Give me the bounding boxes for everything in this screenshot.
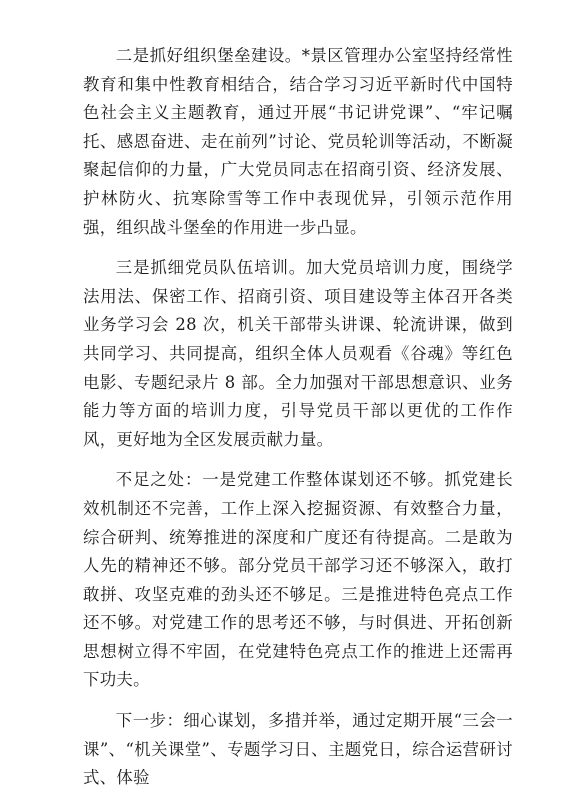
paragraph-next-steps: 下一步：细心谋划，多措并举，通过定期开展“三会一课”、“机关课堂”、专题学习日、主题党日，综合运营研讨式、体验 <box>83 711 513 788</box>
document-body <box>83 42 513 805</box>
paragraph-member-training: 三是抓细党员队伍培训。加大党员培训力度，围绕学法用法、保密工作、招商引资、项目建设等主体召开各类业务学习会 28 次，机关干部带头讲课、轮流讲课，做到共同学习、共同提高，组织全体人员观看《谷魂》等红色电影、专题纪录片 8 部。全力加强对干部思想意识、业务能力等方面的培训力度，引导党员干部以更优的工作作风，更好地为全区发展贡献力量。 <box>83 258 513 449</box>
paragraph-organization-building: 二是抓好组织堡垒建设。*景区管理办公室坚持经常性教育和集中性教育相结合，结合学习习近平新时代中国特色社会主义主题教育，通过开展“书记讲党课”、“牢记嘱托、感恩奋进、走在前列”讨论、党员轮训等活动，不断凝聚起信仰的力量，广大党员同志在招商引资、经济发展、护林防火、抗寒除雪等工作中表现优异，引领示范作用强，组织战斗堡垒的作用进一步凸显。 <box>83 46 513 237</box>
paragraph-shortcomings: 不足之处：一是党建工作整体谋划还不够。抓党建长效机制还不完善，工作上深入挖掘资源、有效整合力量，综合研判、统筹推进的深度和广度还有待提高。二是敢为人先的精神还不够。部分党员干部学习还不够深入，敢打敢拼、攻坚克难的劲头还不够足。三是推进特色亮点工作还不够。对党建工作的思考还不够，与时俱进、开拓创新思想树立得不牢固，在党建特色亮点工作的推进上还需再下功夫。 <box>83 470 513 690</box>
